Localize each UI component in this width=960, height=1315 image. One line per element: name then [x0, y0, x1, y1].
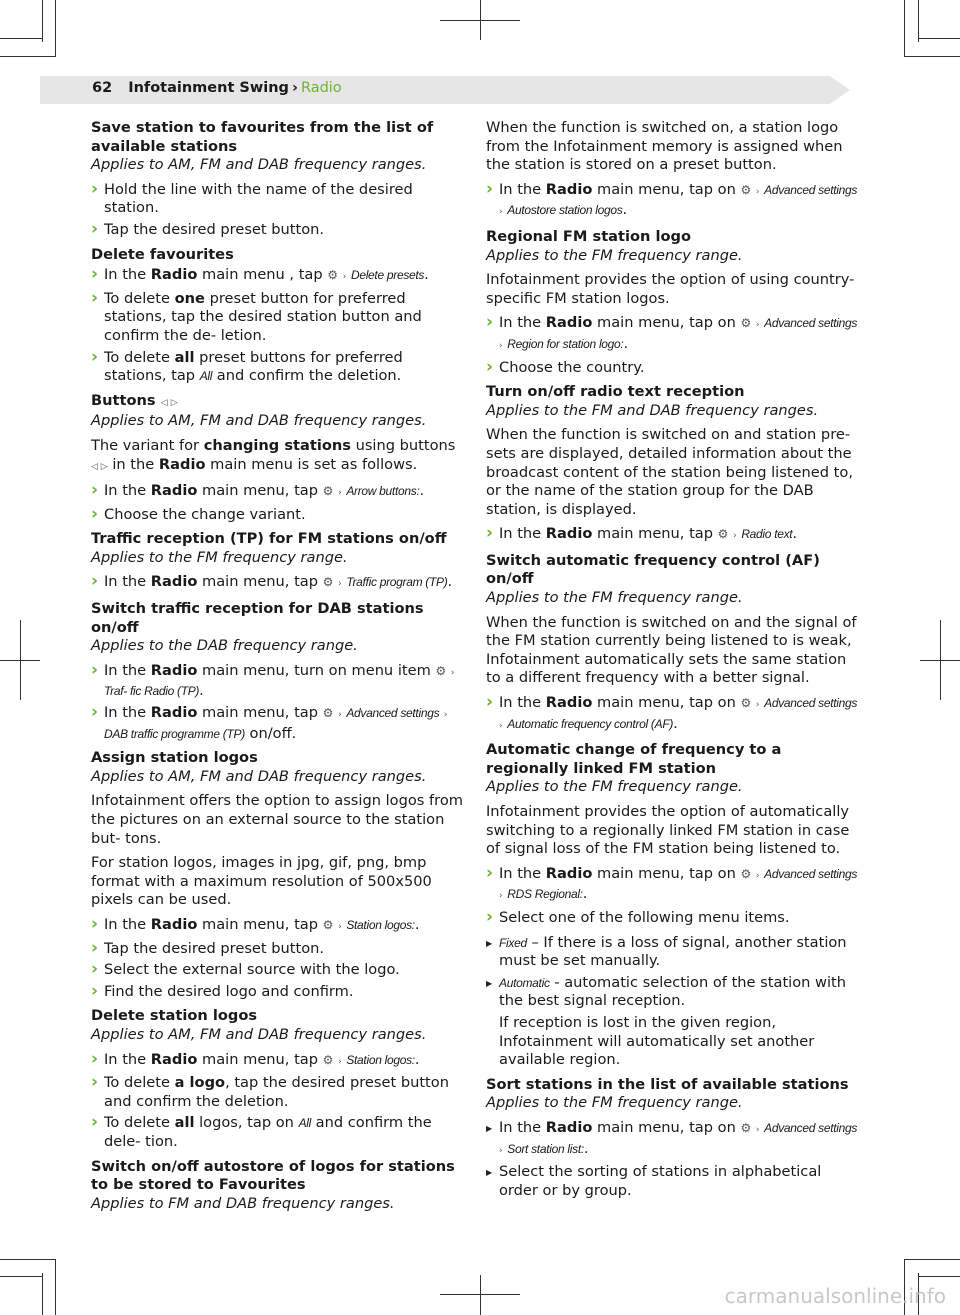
step: › To delete one preset button for preferred stations, tap the desired station button and confirm the de- letion.: [91, 290, 463, 346]
section-subtitle: Applies to AM, FM and DAB frequency ranges.: [91, 767, 427, 785]
header: [92, 80, 342, 96]
menu-arrow-icon: ›: [499, 720, 503, 731]
settings-icon: ⚙: [740, 316, 752, 331]
menu-item-traffic-program: Traffic program (TP): [346, 575, 448, 590]
menu-item-advanced-settings: Advanced settings: [764, 316, 858, 331]
step: › To delete all logos, tap on All and confirm the dele- tion.: [91, 1114, 463, 1151]
right-column: [486, 119, 858, 1206]
option-item: ▶ Automatic - automatic selection of the station with the best signal reception.: [486, 974, 858, 1011]
arrow-buttons-icon: ◁ ▷: [91, 461, 108, 472]
section-title: Switch on/off autostore of logos for stations to be stored to Favourites: [91, 1157, 455, 1194]
step-list: [486, 694, 858, 735]
step: › Choose the change variant.: [91, 506, 463, 525]
breadcrumb-current: Radio: [300, 80, 342, 96]
menu-item-station-logos: Station logos:: [346, 1052, 415, 1067]
paragraph: The variant for changing stations using buttons ◁ ▷ in the Radio main menu is set as follows.: [91, 436, 456, 473]
paragraph: For station logos, images in jpg, gif, png, bmp format with a maximum resolution of 500x500 pixels can be used.: [91, 854, 432, 909]
section-subtitle: Applies to the DAB frequency range.: [91, 637, 358, 655]
menu-item-arrow-buttons: Arrow buttons:: [346, 484, 420, 499]
step: › In the Radio main menu, tap ⚙ › Traffic program (TP).: [91, 573, 463, 594]
step: › Choose the country.: [486, 359, 858, 378]
paragraph: Infotainment offers the option to assign logos from the pictures on an external source to the station but- tons.: [91, 792, 463, 847]
section-traffic-fm: [91, 530, 463, 567]
paragraph: When the function is switched on and the signal of the FM station currently being listened to is weak, Infotainment automatically sets the same station to a different frequency with a better signal.: [486, 613, 857, 687]
menu-item-station-logos: Station logos:: [346, 917, 415, 932]
paragraph: When the function is switched on, a station logo from the Infotainment memory is assigned when the station is stored on a preset button.: [486, 119, 843, 174]
section-sort-stations: [486, 1076, 858, 1113]
section-title: Delete favourites: [91, 245, 234, 263]
section-autostore-logos: [91, 1158, 463, 1214]
settings-icon: ⚙: [322, 917, 334, 932]
left-column: [91, 119, 463, 1219]
menu-item-all: All: [199, 369, 213, 384]
step-list: [486, 525, 858, 546]
section-subtitle: Applies to the FM frequency range.: [91, 548, 348, 566]
section-af: [486, 552, 858, 608]
menu-arrow-icon: ›: [338, 921, 342, 932]
step: › In the Radio main menu, tap on ⚙ › Advanced settings › Region for station logo:.: [486, 314, 858, 355]
step: › To delete all preset buttons for preferred stations, tap All and confirm the deletion.: [91, 349, 463, 386]
settings-icon: ⚙: [327, 268, 339, 283]
menu-arrow-icon: ›: [338, 488, 342, 499]
menu-arrow-icon: ›: [499, 207, 503, 218]
step-list: [91, 482, 463, 524]
section-title: Automatic change of frequency to a regionally linked FM station: [486, 741, 782, 777]
step: › In the Radio main menu , tap ⚙ › Delete presets.: [91, 266, 463, 287]
step-list: [91, 662, 463, 743]
step-list: [91, 916, 463, 1001]
step-list: [486, 181, 858, 222]
menu-item-rds-regional: RDS Regional:: [507, 887, 583, 902]
settings-icon: ⚙: [322, 484, 334, 499]
step: › Hold the line with the name of the desired station.: [91, 181, 463, 218]
step: › Select one of the following menu items.: [486, 909, 858, 928]
section-buttons: [91, 392, 463, 431]
menu-item-advanced-settings: Advanced settings: [764, 866, 858, 881]
step: › In the Radio main menu, tap ⚙ › Station logos:.: [91, 1051, 463, 1072]
step: › In the Radio main menu, tap ⚙ › Station logos:.: [91, 916, 463, 937]
settings-icon: ⚙: [435, 663, 447, 678]
section-title: Save station to favourites from the list of available stations: [91, 119, 434, 155]
step: › Tap the desired preset button.: [91, 221, 463, 240]
section-title: Turn on/off radio text reception: [486, 383, 745, 401]
menu-arrow-icon: ›: [755, 320, 760, 331]
paragraph: When the function is switched on and station pre- sets are displayed, detailed information about the broadcast content of the station being listened to, or the name of the station group for the DAB station, is displayed.: [486, 426, 853, 518]
step: › In the Radio main menu, tap ⚙ › Advanced settings › DAB traffic programme (TP) on/off.: [91, 704, 463, 743]
menu-item-autostore-logos: Autostore station logos: [507, 203, 623, 218]
menu-arrow-icon: ›: [450, 667, 455, 678]
paragraph: Infotainment provides the option of using country- specific FM station logos.: [486, 271, 855, 307]
breadcrumb-parent: Infotainment Swing: [128, 80, 289, 96]
breadcrumb-separator: ›: [291, 80, 298, 96]
settings-icon: ⚙: [322, 575, 334, 590]
settings-icon: ⚙: [322, 1052, 334, 1067]
settings-icon: ⚙: [322, 706, 334, 721]
menu-arrow-icon: ›: [338, 579, 342, 590]
step: › In the Radio main menu, tap on ⚙ › Advanced settings › Autostore station logos.: [486, 181, 858, 222]
menu-arrow-icon: ›: [733, 531, 737, 542]
section-title: Delete station logos: [91, 1007, 258, 1025]
menu-arrow-icon: ›: [338, 1056, 342, 1067]
section-assign-logos: [91, 749, 463, 786]
step: › To delete a logo, tap the desired preset button and confirm the deletion.: [91, 1074, 463, 1111]
section-subtitle: Applies to AM, FM and DAB frequency ranges.: [91, 156, 427, 174]
settings-icon: ⚙: [717, 527, 729, 542]
page-number: 62: [92, 80, 113, 96]
section-subtitle: Applies to the FM frequency range.: [486, 1094, 743, 1112]
menu-item-advanced-settings: Advanced settings: [764, 1120, 858, 1135]
step: ▶ In the Radio main menu, tap on ⚙ › Advanced settings › Sort station list:.: [486, 1119, 858, 1160]
section-regional-logo: [486, 228, 858, 265]
section-traffic-dab: [91, 600, 463, 656]
step-list: [486, 314, 858, 377]
settings-icon: ⚙: [740, 1120, 752, 1135]
step: › Find the desired logo and confirm.: [91, 983, 463, 1002]
paragraph: Infotainment provides the option of automatically switching to a regionally linked FM station in case of signal loss of the FM station being listened to.: [486, 803, 850, 858]
menu-item-advanced-settings: Advanced settings: [764, 182, 858, 197]
step-list: [486, 1119, 858, 1200]
menu-arrow-icon: ›: [755, 186, 760, 197]
menu-item-af: Automatic frequency control (AF): [507, 716, 674, 731]
section-save-favourites: [91, 119, 463, 175]
menu-item-traffic-radio: Traf- fic Radio (TP): [104, 684, 200, 699]
menu-item-advanced-settings: Advanced settings: [764, 696, 858, 711]
section-subtitle: Applies to AM, FM and DAB frequency ranges.: [91, 1025, 427, 1043]
section-title: Switch traffic reception for DAB stations on/off: [91, 600, 424, 636]
section-delete-favourites: [91, 246, 463, 265]
section-regional-change: [486, 741, 858, 797]
menu-item-dab-traffic: DAB traffic programme (TP): [104, 726, 245, 741]
option-note: If reception is lost in the given region, Infotainment will automatically set another available region.: [499, 1013, 815, 1069]
step: › Select the external source with the logo.: [91, 961, 463, 980]
menu-arrow-icon: ›: [342, 272, 347, 283]
settings-icon: ⚙: [740, 696, 752, 711]
menu-item-advanced-settings: Advanced settings: [346, 706, 440, 721]
menu-item-sort-list: Sort station list:: [507, 1141, 584, 1156]
section-subtitle: Applies to the FM frequency range.: [486, 246, 743, 264]
step-list: [91, 573, 463, 594]
menu-item-automatic: Automatic: [499, 975, 550, 990]
menu-item-delete-presets: Delete presets: [350, 268, 425, 283]
menu-arrow-icon: ›: [443, 710, 448, 721]
menu-item-fixed: Fixed: [499, 935, 527, 950]
step: › In the Radio main menu, tap ⚙ › Radio text.: [486, 525, 858, 546]
step-list: [91, 1051, 463, 1152]
section-title: Sort stations in the list of available stations: [486, 1075, 849, 1093]
menu-arrow-icon: ›: [755, 870, 760, 881]
menu-arrow-icon: ›: [755, 700, 760, 711]
step-list: [486, 865, 858, 928]
arrow-buttons-icon: ◁ ▷: [160, 397, 178, 408]
step: › In the Radio main menu, tap on ⚙ › Advanced settings › RDS Regional:.: [486, 865, 858, 906]
section-title: Switch automatic frequency control (AF) on/off: [486, 551, 820, 588]
settings-icon: ⚙: [740, 182, 752, 197]
section-subtitle: Applies to the FM frequency range.: [486, 778, 743, 796]
step: › In the Radio main menu, turn on menu item ⚙ › Traf- fic Radio (TP).: [91, 662, 463, 701]
menu-item-region-logo: Region for station logo:: [507, 336, 624, 351]
section-subtitle: Applies to FM and DAB frequency ranges.: [91, 1194, 395, 1212]
option-item: ▶ Fixed – If there is a loss of signal, another station must be set manually.: [486, 934, 858, 971]
menu-arrow-icon: ›: [755, 1124, 760, 1135]
menu-item-radio-text: Radio text: [741, 527, 793, 542]
step-list: [91, 266, 463, 386]
menu-arrow-icon: ›: [499, 1145, 503, 1156]
section-title: Traffic reception (TP) for FM stations on/off: [91, 530, 447, 548]
settings-icon: ⚙: [740, 866, 752, 881]
step: › In the Radio main menu, tap on ⚙ › Advanced settings › Automatic frequency control (AF).: [486, 694, 858, 735]
watermark: carmanualsonline.info: [724, 1284, 946, 1308]
step-list: [91, 181, 463, 240]
step: › Tap the desired preset button.: [91, 940, 463, 959]
section-title: Buttons ◁ ▷: [91, 391, 178, 409]
section-delete-logos: [91, 1007, 463, 1044]
option-list: [486, 934, 858, 1011]
section-subtitle: Applies to the FM and DAB frequency ranges.: [486, 401, 819, 419]
step: › In the Radio main menu, tap ⚙ › Arrow buttons:.: [91, 482, 463, 503]
menu-arrow-icon: ›: [338, 710, 342, 721]
section-title: Regional FM station logo: [486, 227, 691, 245]
section-title: Assign station logos: [91, 749, 258, 767]
step: ▶ Select the sorting of stations in alphabetical order or by group.: [486, 1163, 858, 1200]
menu-arrow-icon: ›: [499, 891, 503, 902]
section-subtitle: Applies to the FM frequency range.: [486, 589, 743, 607]
menu-arrow-icon: ›: [499, 340, 503, 351]
menu-item-all: All: [298, 1116, 312, 1131]
section-radio-text: [486, 383, 858, 420]
section-subtitle: Applies to AM, FM and DAB frequency ranges.: [91, 412, 427, 430]
